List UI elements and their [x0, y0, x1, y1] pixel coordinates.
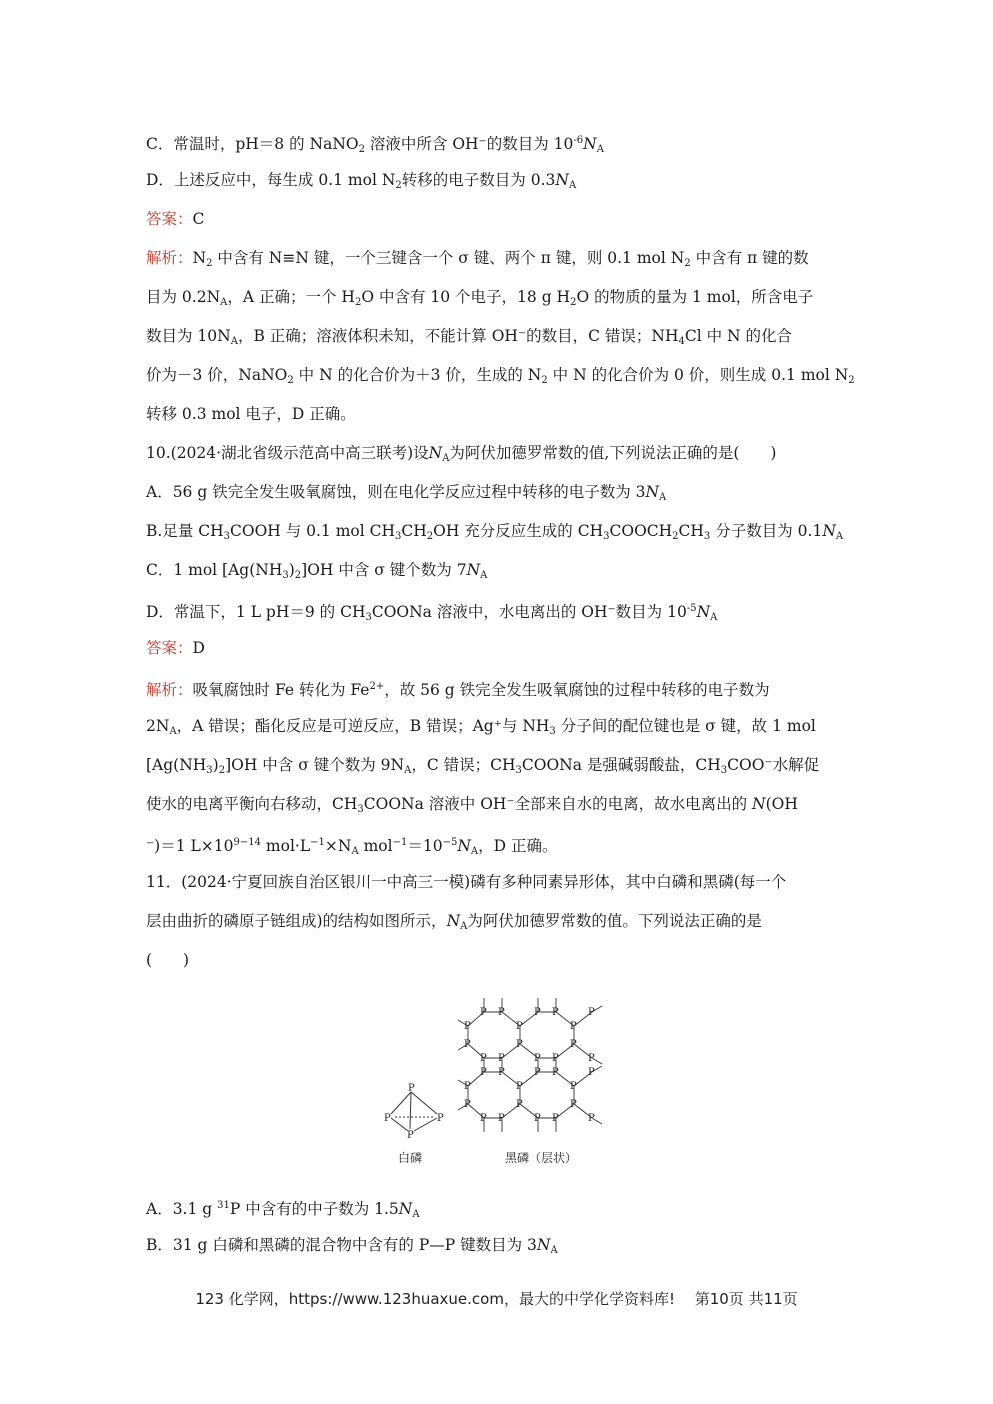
atom-label: P [516, 1081, 523, 1092]
answer-1: 答案：C [146, 210, 205, 228]
explanation-1-line3: 数目为 $10N_A$，B 正确；溶液体积未知，不能计算 OH⁻的数目，C 错误；$NH_4Cl$ 中 N 的化合 [146, 327, 793, 347]
atom-label: P [570, 1021, 577, 1032]
atom-label: P [480, 1053, 487, 1064]
atom-label: P [534, 1007, 541, 1018]
q11-option-a: A．3.1 g $^{31}$P 中含有的中子数为 $1.5N_A$ [146, 1200, 420, 1220]
atom-label: P [552, 1113, 559, 1124]
atom-label: P [588, 1113, 595, 1124]
atom-label: P [570, 1099, 577, 1110]
explanation-2-line5: ⁻)＝1 $L\times 10^{9-14}$ $mol\cdot L^{-1}\times N_A$ $mol^{-1}=10^{-5}N_A$，D 正确。 [146, 837, 558, 857]
atom-label: P [384, 1113, 391, 1124]
atom-label: P [570, 1039, 577, 1050]
atom-label: P [464, 1081, 471, 1092]
atom-label: P [588, 1067, 595, 1078]
atom-label: P [464, 1099, 471, 1110]
white-phosphorus-label: 白磷 [398, 1151, 423, 1165]
atom-label: P [552, 1007, 559, 1018]
atom-label: P [498, 1053, 505, 1064]
atom-label: P [552, 1067, 559, 1078]
black-phosphorus-label: 黑磷（层状） [505, 1151, 578, 1165]
black-phosphorus-diagram [458, 998, 602, 1132]
explanation-2-line2: $2N_A$，A 错误；酯化反应是可逆反应，B 错误；Ag⁺与 $NH_3$ 分子间的配位键也是 σ 键，故 1 mol [146, 717, 816, 737]
phosphorus-structure-figure [370, 990, 620, 1170]
atom-label: P [570, 1081, 577, 1092]
atom-label: P [464, 1021, 471, 1032]
page-footer: 123 化学网，https://www.123huaxue.com，最大的中学化学资料库! 第10页 共11页 [195, 1290, 798, 1308]
atom-label: P [498, 1113, 505, 1124]
atom-label: P [464, 1039, 471, 1050]
atom-label: P [534, 1067, 541, 1078]
explanation-1-line5: 转移 0.3 mol 电子，D 正确。 [146, 405, 356, 423]
atom-label: P [534, 1113, 541, 1124]
atom-label: P [588, 1007, 595, 1018]
atom-label: P [516, 1021, 523, 1032]
answer-2: 答案：D [146, 639, 205, 657]
atom-label: P [408, 1083, 415, 1094]
q11-option-b: B．31 g 白磷和黑磷的混合物中含有的 P—P 键数目为 $3N_A$ [146, 1236, 558, 1256]
atom-label: P [552, 1053, 559, 1064]
atom-label: P [516, 1039, 523, 1050]
atom-label: P [534, 1053, 541, 1064]
question-11-line1: 11．(2024·宁夏回族自治区银川一中高三一模)磷有多种同素异形体，其中白磷和黑磷(每一个 [146, 873, 787, 891]
atom-label: P [588, 1053, 595, 1064]
atom-label: P [498, 1067, 505, 1078]
explanation-1-line1: 解析：$N_2$ 中含有 N≡N 键，一个三键含一个 σ 键、两个 π 键，则 0.1 mol $N_2$ 中含有 π 键的数 [146, 249, 809, 269]
q10-option-c: C．1 mol $[Ag(NH_3)_2]OH$ 中含 σ 键个数为 $7N_A$ [146, 561, 488, 581]
explanation-2-line1: 解析：吸氧腐蚀时 Fe 转化为 $Fe^{2+}$，故 56 g 铁完全发生吸氧腐蚀的过程中转移的电子数为 [146, 681, 770, 699]
question-11-line2: 层由曲折的磷原子链组成)的结构如图所示，$N_A$为阿伏加德罗常数的值。下列说法正确的是 [146, 912, 762, 932]
white-phosphorus-diagram [391, 1092, 437, 1131]
option-c: C．常温时，pH＝8 的 NaNO$_2$ 溶液中所含 OH⁻的数目为 $10^{-6}N_A$ [146, 135, 604, 155]
explanation-1-line4: 价为－3 价，NaNO$_2$ 中 N 的化合价为＋3 价，生成的 $N_2$ 中 N 的化合价为 0 价，则生成 0.1 mol $N_2$ [146, 366, 855, 386]
option-d: D．上述反应中，每生成 0.1 mol $N_2$转移的电子数目为 $0.3N_A$ [146, 171, 577, 191]
q10-option-a: A．56 g 铁完全发生吸氧腐蚀，则在电化学反应过程中转移的电子数为 $3N_A$ [146, 483, 667, 503]
q10-option-d: D．常温下，1 L pH＝9 的 $CH_3COONa$ 溶液中，水电离出的 OH⁻数目为 $10^{-5}N_A$ [146, 603, 718, 623]
atom-label: P [480, 1067, 487, 1078]
atom-label: P [437, 1113, 444, 1124]
q10-option-b: B.足量 $CH_3COOH$ 与 0.1 mol $CH_3CH_2OH$ 充分反应生成的 $CH_3COOCH_2CH_3$ 分子数目为 $0.1N_A$ [146, 522, 844, 542]
atom-label: P [516, 1099, 523, 1110]
explanation-1-line2: 目为 $0.2N_A$，A 正确；一个 $H_2O$ 中含有 10 个电子，18 g $H_2O$ 的物质的量为 1 mol，所含电子 [146, 288, 814, 308]
question-11-line3: ( ) [146, 951, 190, 969]
atom-label: P [407, 1130, 414, 1141]
explanation-2-line3: $[Ag(NH_3)_2]OH$ 中含 σ 键个数为 $9N_A$，C 错误；$CH_3COONa$ 是强碱弱酸盐，$CH_3COO^-$水解促 [146, 756, 820, 776]
question-10: 10.(2024·湖北省级示范高中高三联考)设$N_A$为阿伏加德罗常数的值,下列说法正确的是( ) [146, 444, 777, 464]
atom-label: P [480, 1007, 487, 1018]
atom-label: P [498, 1007, 505, 1018]
atom-label: P [480, 1113, 487, 1124]
explanation-2-line4: 使水的电离平衡向右移动，$CH_3COONa$ 溶液中 OH⁻全部来自水的电离，故水电离出的 N(OH [146, 795, 798, 815]
